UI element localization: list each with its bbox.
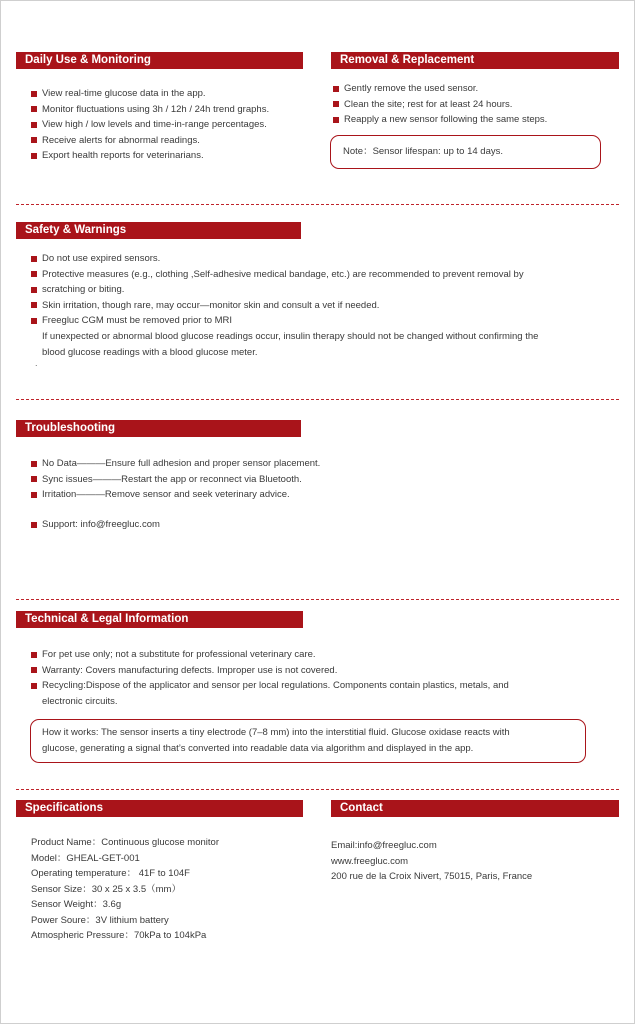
daily-use-list [31,86,311,164]
list-item: Warranty: Covers manufacturing defects. Improper use is not covered. [31,663,611,679]
list-item: Do not use expired sensors. [31,251,611,267]
removal-list [333,81,613,128]
list-item: Clean the site; rest for at least 24 hours. [333,97,613,113]
section-header-removal: Removal & Replacement [331,52,619,69]
list-item-continuation: blood glucose readings with a blood glucose meter. [42,346,258,358]
technical-list [31,647,611,709]
list-item: Reapply a new sensor following the same steps. [333,112,613,128]
contact-list [331,838,532,885]
section-header-troubleshooting: Troubleshooting [16,420,301,437]
list-item: Protective measures (e.g., clothing ,Self-adhesive medical bandage, etc.) are recommended to prevent removal by [31,267,611,283]
section-header-contact: Contact [331,800,619,817]
troubleshooting-list [31,456,591,503]
contact-email: Email:info@freegluc.com [331,840,437,851]
list-item: Monitor fluctuations using 3h / 12h / 24h trend graphs. [31,102,311,118]
spec-line: Atmospheric Pressure：70kPa to 104kPa [31,930,207,941]
list-item: Gently remove the used sensor. [333,81,613,97]
list-item: Sync issues———Restart the app or reconnect via Bluetooth. [31,472,591,488]
list-item: Irritation———Remove sensor and seek veterinary advice. [31,487,591,503]
section-divider [16,789,619,790]
list-item: Skin irritation, though rare, may occur—monitor skin and consult a vet if needed. [31,298,611,314]
section-header-technical: Technical & Legal Information [16,611,303,628]
sensor-lifespan-note: Note：Sensor lifespan: up to 14 days. [330,135,601,169]
list-item: For pet use only; not a substitute for professional veterinary care. [31,647,611,663]
section-divider [16,599,619,600]
spec-line: Product Name：Continuous glucose monitor [31,837,219,848]
section-divider [16,399,619,400]
contact-website: www.freegluc.com [331,855,409,867]
support-email: Support: info@freegluc.com [31,517,431,533]
list-item: Freegluc CGM must be removed prior to MRI [31,313,611,329]
spec-line: Power Soure：3V lithium battery [31,914,169,926]
list-item-continuation: If unexpected or abnormal blood glucose readings occur, insulin therapy should not be changed without confirming the [42,330,539,342]
trailing-dot: . [35,358,38,368]
list-item: Recycling:Dispose of the applicator and sensor per local regulations. Components contain plastics, metals, and [31,678,611,694]
spec-line: Sensor Weight：3.6g [31,899,122,910]
list-item: Receive alerts for abnormal readings. [31,133,311,149]
section-header-specifications: Specifications [16,800,303,817]
support-list [31,517,431,533]
list-item: Export health reports for veterinarians. [31,148,311,164]
list-item: No Data———Ensure full adhesion and proper sensor placement. [31,456,591,472]
contact-address: 200 rue de la Croix Nivert, 75015, Paris, France [331,871,533,882]
list-item: View high / low levels and time-in-range percentages. [31,117,311,133]
spec-line: Operating temperature： 41F to 104F [31,868,190,879]
section-divider [16,204,619,205]
section-header-daily-use: Daily Use & Monitoring [16,52,303,69]
how-it-works-line: How it works: The sensor inserts a tiny electrode (7–8 mm) into the interstitial fluid. Glucose oxidase reacts with [42,727,510,738]
spec-line: Sensor Size：30 x 25 x 3.5（mm） [31,883,181,895]
section-header-safety: Safety & Warnings [16,222,301,239]
how-it-works-line: glucose, generating a signal that’s converted into readable data via algorithm and displayed in the app. [42,742,474,754]
list-item-continuation: electronic circuits. [42,695,118,707]
safety-list [31,251,611,360]
specifications-list [31,835,219,944]
list-item: scratching or biting. [31,282,611,298]
list-item: View real-time glucose data in the app. [31,86,311,102]
spec-line: Model：GHEAL-GET-001 [31,852,140,864]
how-it-works-box [30,719,586,763]
